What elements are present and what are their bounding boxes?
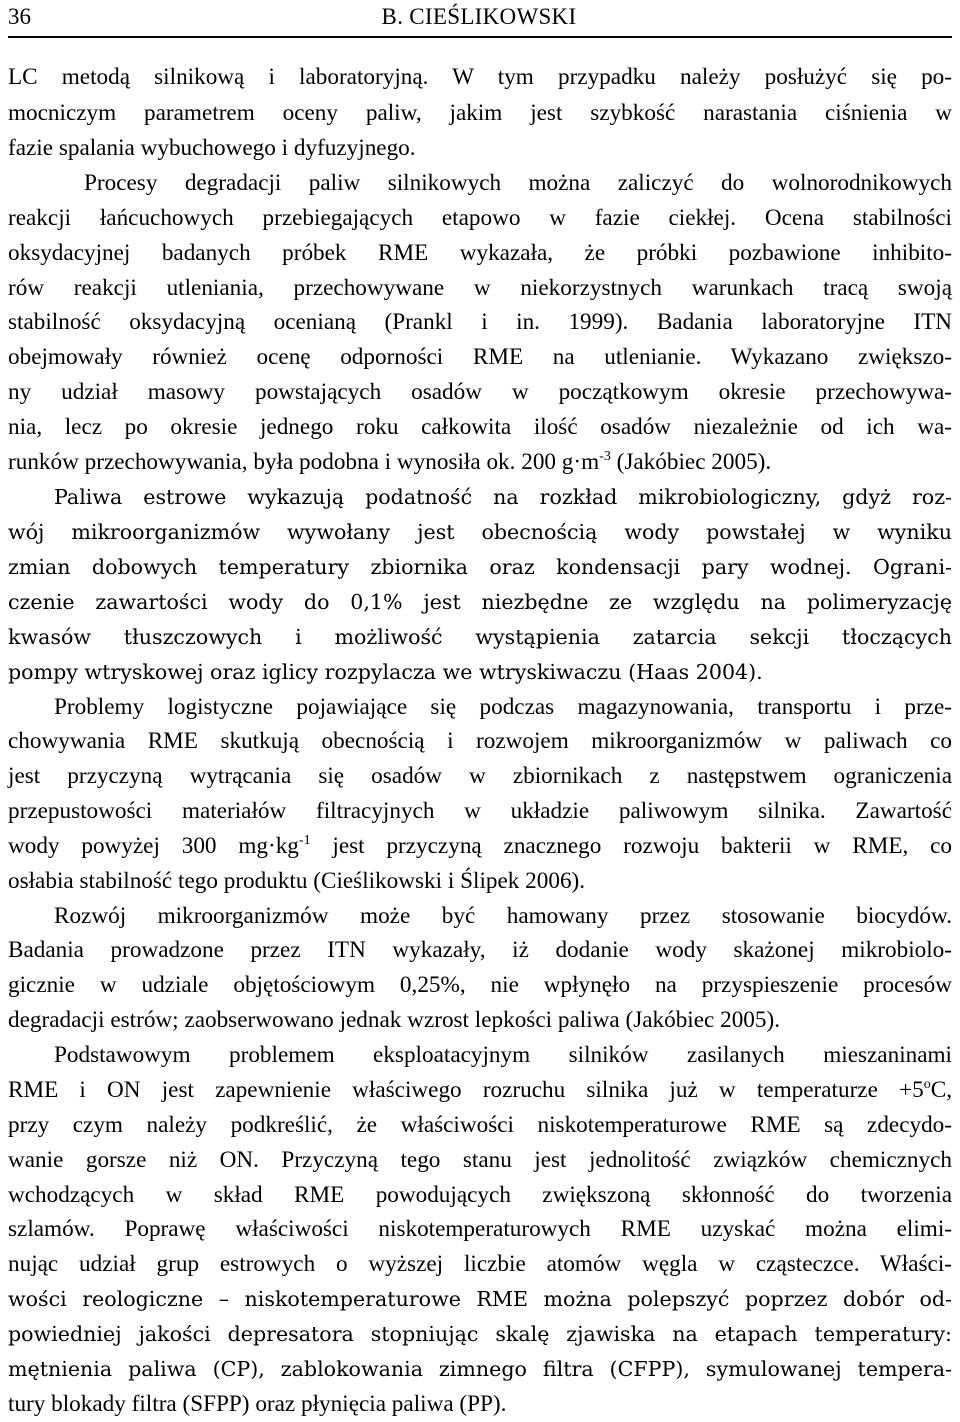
text-line: Problemy logistyczne pojawiające się podczas magazynowania, transportu i prze- xyxy=(54,694,952,720)
text-line: przepustowości materiałów filtracyjnych w układzie paliwowym silnika. Zawartość xyxy=(8,798,952,824)
text-line: mętnienia paliwa (CP), zablokowania zimnego filtra (CFPP), symulowanej tempera- xyxy=(8,1357,952,1381)
text-line: LC metodą silnikową i laboratoryjną. W tym przypadku należy posłużyć się po- xyxy=(8,64,952,90)
text-line: osłabia stabilność tego produktu (Cieślikowski i Ślipek 2006). xyxy=(8,868,586,894)
text-line: wój mikroorganizmów wywołany jest obecnością wody powstałej w wyniku xyxy=(8,520,952,544)
text-line: obejmowały również ocenę odporności RME na utlenianie. Wykazano zwiększo- xyxy=(8,344,952,370)
text-line: degradacji estrów; zaobserwowano jednak wzrost lepkości paliwa (Jakóbiec 2005). xyxy=(8,1007,781,1033)
text-line: kwasów tłuszczowych i możliwość wystąpienia zatarcia sekcji tłoczących xyxy=(8,625,952,649)
text-line xyxy=(8,1075,952,1105)
text-segment: runków przechowywania, była podobna i wynosiła ok. 200 g·m xyxy=(8,449,600,475)
text-line: szlamów. Poprawę właściwości niskotemperaturowych RME uzyskać można elimi- xyxy=(8,1216,952,1242)
text-line: oksydacyjnej badanych próbek RME wykazała, że próbki pozbawione inhibito- xyxy=(8,240,952,266)
text-line xyxy=(8,831,952,861)
text-line: Podstawowym problemem eksploatacyjnym silników zasilanych mieszaninami xyxy=(54,1042,952,1068)
text-line: przy czym należy podkreślić, że właściwości niskotemperaturowe RME są zdecydo- xyxy=(8,1112,952,1138)
text-line: Badania prowadzone przez ITN wykazały, iż dodanie wody skażonej mikrobiolo- xyxy=(8,937,952,963)
text-line: wości reologiczne – niskotemperaturowe RME można polepszyć poprzez dobór od- xyxy=(8,1287,952,1311)
page-number: 36 xyxy=(8,4,31,29)
text-segment: C, xyxy=(930,1077,952,1103)
running-title: B. CIEŚLIKOWSKI xyxy=(381,4,577,29)
text-line: Procesy degradacji paliw silnikowych można zaliczyć do wolnorodnikowych xyxy=(84,170,952,196)
superscript: -1 xyxy=(298,833,311,848)
text-line: Paliwa estrowe wykazują podatność na rozkład mikrobiologiczny, gdyż roz- xyxy=(54,485,952,509)
text-segment: wody powyżej 300 mg·kg xyxy=(8,833,299,859)
text-line: nia, lecz po okresie jednego roku całkowita ilość osadów niezależnie od ich wa- xyxy=(8,414,952,440)
text-line: wanie gorsze niż ON. Przyczyną tego stanu jest jednolitość związków chemicznych xyxy=(8,1147,952,1173)
page-header xyxy=(8,4,950,32)
text-segment: RME i ON jest zapewnienie właściwego rozruchu silnika już w temperaturze +5 xyxy=(8,1077,924,1103)
text-line: nując udział grup estrowych o wyższej liczbie atomów węgla w cząsteczce. Właści- xyxy=(8,1251,952,1277)
superscript: o xyxy=(923,1077,931,1092)
text-line: powiedniej jakości depresatora stopniując skalę zjawiska na etapach temperatury: xyxy=(8,1322,952,1346)
text-line: ny udział masowy powstających osadów w początkowym okresie przechowywa- xyxy=(8,379,952,405)
text-line: jest przyczyną wytrącania się osadów w zbiornikach z następstwem ograniczenia xyxy=(8,763,952,789)
text-line: tury blokady filtra (SFPP) oraz płynięcia paliwa (PP). xyxy=(8,1391,507,1417)
superscript: -3 xyxy=(599,449,611,464)
text-line: Rozwój mikroorganizmów może być hamowany przez stosowanie biocydów. xyxy=(54,903,952,929)
header-rule xyxy=(8,36,952,38)
text-line: mocniczym parametrem oceny paliw, jakim jest szybkość narastania ciśnienia w xyxy=(8,100,952,126)
text-segment: jest przyczyną znacznego rozwoju bakterii w RME, co xyxy=(310,833,952,859)
text-line: stabilność oksydacyjną ocenianą (Prankl i in. 1999). Badania laboratoryjne ITN xyxy=(8,309,952,335)
text-line xyxy=(8,447,952,477)
text-segment: (Jakóbiec 2005). xyxy=(610,449,772,475)
text-line: rów reakcji utleniania, przechowywane w niekorzystnych warunkach tracą swoją xyxy=(8,275,952,301)
text-line: czenie zawartości wody do 0,1% jest niezbędne ze względu na polimeryzację xyxy=(8,590,952,614)
text-line: fazie spalania wybuchowego i dyfuzyjnego. xyxy=(8,135,416,161)
text-line: pompy wtryskowej oraz iglicy rozpylacza we wtryskiwaczu (Haas 2004). xyxy=(8,660,763,684)
text-line: zmian dobowych temperatury zbiornika oraz kondensacji pary wodnej. Ograni- xyxy=(8,555,952,579)
text-line: chowywania RME skutkują obecnością i rozwojem mikroorganizmów w paliwach co xyxy=(8,728,952,754)
text-line: gicznie w udziale objętościowym 0,25%, nie wpłynęło na przyspieszenie procesów xyxy=(8,972,952,998)
text-line: wchodzących w skład RME powodujących zwiększoną skłonność do tworzenia xyxy=(8,1182,952,1208)
text-line: reakcji łańcuchowych przebiegających etapowo w fazie ciekłej. Ocena stabilności xyxy=(8,205,952,231)
